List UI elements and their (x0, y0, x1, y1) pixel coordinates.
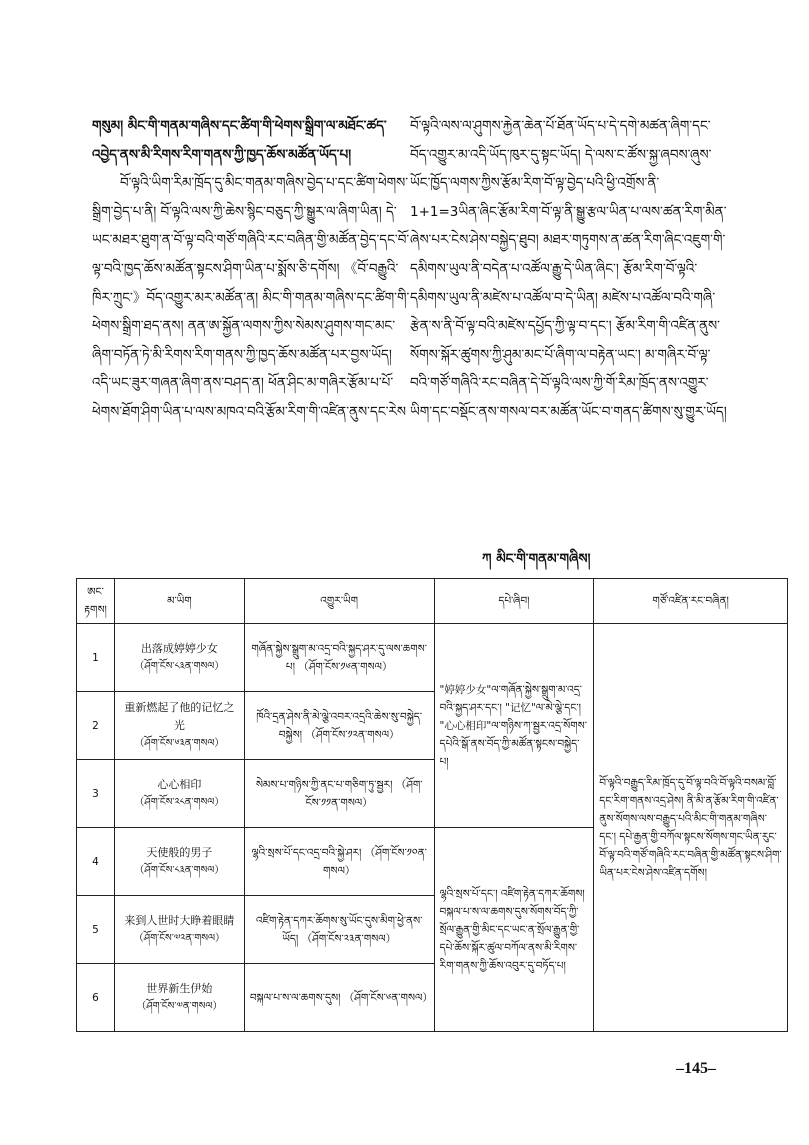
original-source: （ཤོག་ངོས་༢༨ན་གསལ） (134, 796, 225, 808)
original-text: 天使般的男子 (146, 845, 213, 859)
row-number: 5 (77, 896, 115, 964)
original-text: 来到人世时大睁着眼睛 (124, 913, 235, 927)
header-original: མ་ཡིག (114, 579, 244, 624)
original-cell (114, 624, 244, 692)
row-number: 1 (77, 624, 115, 692)
left-column (92, 112, 410, 427)
header-analysis: དཔེ་ཞིབ། (434, 579, 594, 624)
original-source: （ཤོག་ངོས་༧ན་གསལ） (136, 1000, 223, 1012)
section-heading: གསུམ། མིང་གི་གནམ་གཞིས་དང་ཚིག་གི་ཕེགས་སྒྲིག་ལ་མཐོང་ཚད་འབྱེད་ནས་མི་རིགས་རིག་གནས་ཀྱི་ཁྱད་ཆོས་མཚོན་ཡོད་པ། (92, 118, 387, 163)
translation-cell: ལྷའི་སྲས་པོ་དང་འདྲ་བའི་སྐྱེ་ཤར། （ཤོག་ངོས་༡༠ན་གསལ） (244, 828, 434, 896)
row-number: 6 (77, 964, 115, 1032)
translation-cell: བསྐལ་པ་ས་ལ་ཆགས་དུས། （ཤོག་ངོས་༦ན་གསལ） (244, 964, 434, 1032)
original-source: （ཤོག་ངོས་༨༣ན་གསལ） (134, 864, 225, 876)
right-column (410, 112, 728, 427)
translation-comparison-table (76, 578, 788, 1032)
original-cell (114, 896, 244, 964)
row-number: 3 (77, 760, 115, 828)
original-text: 重新燃起了他的记忆之光 (124, 700, 235, 732)
summary-cell: བོ་ལྟའི་བརྒྱུད་རིམ་ཁྲོད་དུ་བོ་ལྟ་བའི་བོ་ལྟའི་བསམ་བློ་དང་རིག་གནས་འདྲ་ཤེས། ནི་མི་ན་རྩོམ་རིག་གི་འཛིན་ནུས་སོགས་ལས་བརྒྱུད་པའི་མིང་གི་གནམ་གཞིས་དང་། དཔེ་རྒྱན་གྱི་བཀོལ་སྟངས་སོགས་གང་ཡིན་རུང་བོ་ལྟ་བའི་གཙོ་གཞིའི་རང་བཞིན་གྱི་མཚོན་སྟངས་ཤིག་ཡིན་པར་ངེས་ཤེས་འཛིན་དགོས། (594, 624, 788, 1032)
translation-cell: འཛིག་རྟེན་དཀར་ཆོགས་སུ་ཡོང་དུས་མིག་ཕྱེ་ནས་ཡོད། （ཤོག་ངོས་༢༣ན་གསལ） (244, 896, 434, 964)
analysis-cell-group-1: "婷婷少女"ལ་གཞོན་སྐྱེས་སྒྲུག་མ་འདྲ་བའི་སྐྱད་ཤར་དང་། "记忆"ལ་མེ་ལྕེ་དང་། "心心相印"ལ་གཉིས་ཀ་སྦྱར་འདྲ་སོགས་དཔེའི་སྒོ་ནས་བོད་ཀྱི་མཚོན་སྟངས་བསྐྱེད་པ། (434, 624, 594, 828)
table-header-row (77, 579, 788, 624)
translation-cell: ཁོའི་དྲན་ཤེས་ནི་མེ་ལྕེ་འབར་འདྲའི་ཆེས་སུ་བསྐྱེད་བསྐྱེས། （ཤོག་ངོས་༡༢ན་གསལ） (244, 692, 434, 760)
original-cell (114, 760, 244, 828)
row-number: 2 (77, 692, 115, 760)
translation-cell: སེམས་པ་གཉིས་ཀྱི་ནང་པ་གཅིག་ཏུ་སྦྱར། （ཤོག་ངོས་༡༡ན་གསལ） (244, 760, 434, 828)
header-number: ཨང་རྟགས། (77, 579, 115, 624)
table-row (77, 624, 788, 692)
original-cell (114, 964, 244, 1032)
original-source: （ཤོག་ངོས་༨༣ན་གསལ） (134, 660, 225, 672)
analysis-cell-group-2: ལྷའི་སྲས་པོ་དང་། འཛིག་རྟེན་དཀར་ཆོགས། བསྐལ་པ་ས་ལ་ཆགས་དུས་སོགས་བོད་ཀྱི་སྲོལ་རྒྱུན་གྱི་མིང་དང་ཡང་ན་སྲོལ་རྒྱུན་གྱི་དཔེ་ཆོས་སྐོར་ཚུལ་བཀོལ་ནས་མི་རིགས་རིག་གནས་ཀྱི་ཆོས་འབུར་དུ་བཏོད་པ། (434, 828, 594, 1032)
original-cell (114, 692, 244, 760)
translation-cell: གཞོན་སྐྱེས་སྒྲུག་མ་འདྲ་བའི་སྐྱད་ཤར་དུ་ལས་ཆགས་པ། （ཤོག་ངོས་༡༦ན་གསལ） (244, 624, 434, 692)
page-number: –145– (676, 1060, 716, 1077)
original-text: 世界新生伊始 (146, 981, 213, 995)
original-source: （ཤོག་ངོས་༧༢ན་གསལ） (133, 932, 226, 944)
sub-heading: ཀ མིང་གི་གནམ་གཞིས། (482, 551, 591, 567)
original-text: 出落成婷婷少女 (140, 641, 218, 655)
header-translation: འགྱུར་ཡིག (244, 579, 434, 624)
original-source: （ཤོག་ངོས་༦༣ན་གསལ） (134, 737, 225, 749)
body-paragraph: བོ་ལྟའི་ཡིག་རིམ་ཁྲོད་དུ་མིང་གནམ་གཞིས་བྱེད་པ་དང་ཚིག་ཕེགས་སྒྲིག་བྱེད་པ་ནི། བོ་ལྟའི་ལས་ཀྱི་ཆེས་སྙིང་བཅུད་ཀྱི་སྒྱུར་ལ་ཞིག་ཡིན། དེ་ཡང་མཐར་ཐུག་ན་བོ་ལྟ་བའི་གཙོ་གཞིའི་རང་བཞིན་གྱི་མཚོན་བྱེད་དང་བོ་ལྟ་བའི་ཁྱད་ཆོས་མཚོན་སྟངས་ཤིག་ཡིན་པ་སྨོས་ཅི་དགོས། 《བོ་བརྒྱུའི་ཁིར་ཀྲུང་》བོད་འགྱུར་མར་མཚོན་ན། མིང་གི་གནམ་གཞིས་དང་ཚིག་གི་ཕེགས་སྒྲིག་ཐད་ནས། ནན་ཨ་སྐྱོན་ལགས་ཀྱིས་སེམས་ཤུགས་གང་མང་ཞིག་བཏོན་ཏེ་མི་རིགས་རིག་གནས་ཀྱི་ཁྱད་ཆོས་མཚོན་པར་བྱས་ཡོད། འདི་ཡང་ཟུར་གཞན་ཞིག་ནས་བཤད་ན། ཕོན་ཤིང་མ་གཞིར་རྩོམ་པ་པོ་ཕེགས་ཐོག་ཤིག་ཡིན་པ་ལས་མཁའ་བའི་རྩོམ་རིག་གི་འཛིན་ནུས་དང་རེས (92, 175, 410, 420)
original-cell (114, 828, 244, 896)
row-number: 4 (77, 828, 115, 896)
original-text: 心心相印 (157, 777, 202, 791)
body-paragraph-continued: བོ་ལྟའི་ལས་ལ་ཤུགས་རྐྱེན་ཆེན་པོ་ཐོན་ཡོད་པ་དེ་དགེ་མཚན་ཞིག་དང་བོད་འགྱུར་མ་འདི་ཡོད་ཁུར་དུ་སྟང་ཡོད། དེ་ལས་ང་ཚོས་སྐྱ་ཞབས་ཞུས་ཡོང་ཁྱོད་ལགས་ཀྱིས་རྩོམ་རིག་བོ་ལྟ་བྱེད་པའི་ཕྱི་འགྲོས་ནི་1+1=3ཡིན་ཞིང་རྩོམ་རིག་བོ་ལྟ་ནི་སྒྱུ་རྩལ་ཡིན་པ་ལས་ཚན་རིག་མིན་ཞེས་པར་ངེས་ཤེས་བསྐྱེད་ཐུབ། མཐར་གཏུགས་ན་ཚན་རིག་ཞིང་འཇུག་གི་དམིགས་ཡུལ་ནི་བདེན་པ་འཚོལ་རྒྱུ་དེ་ཡིན་ཞིང་། རྩོམ་རིག་བོ་ལྟའི་དམིགས་ཡུལ་ནི་མཛེས་པ་འཚོལ་བ་དེ་ཡིན། མཛེས་པ་འཚོལ་བའི་གཞི་རྩེན་ས་ནི་བོ་ལྟ་བའི་མཛེས་དཔྱོད་ཀྱི་ལྟ་བ་དང་། རྩོམ་རིག་གི་འཛིན་ནུས་སོགས་སྐོར་ཚུགས་ཀྱི་ཤུམ་མང་པོ་ཞིག་ལ་བརྟེན་ཡང་། མ་གཞིར་བོ་ལྟ་བའི་གཙོ་གཞིའི་རང་བཞིན་དེ་བོ་ལྟའི་ལས་ཀྱི་གོ་རིམ་ཁྲོད་ནས་འགྱུར་ཡིག་དང་བསྡོང་ནས་གསལ་བར་མཚོན་ཡོང་བ་གནད་ཚིགས་སུ་གྱུར་ཡོད། (410, 118, 727, 420)
header-characteristic: གཙོ་འཛིན་རང་བཞིན། (594, 579, 788, 624)
